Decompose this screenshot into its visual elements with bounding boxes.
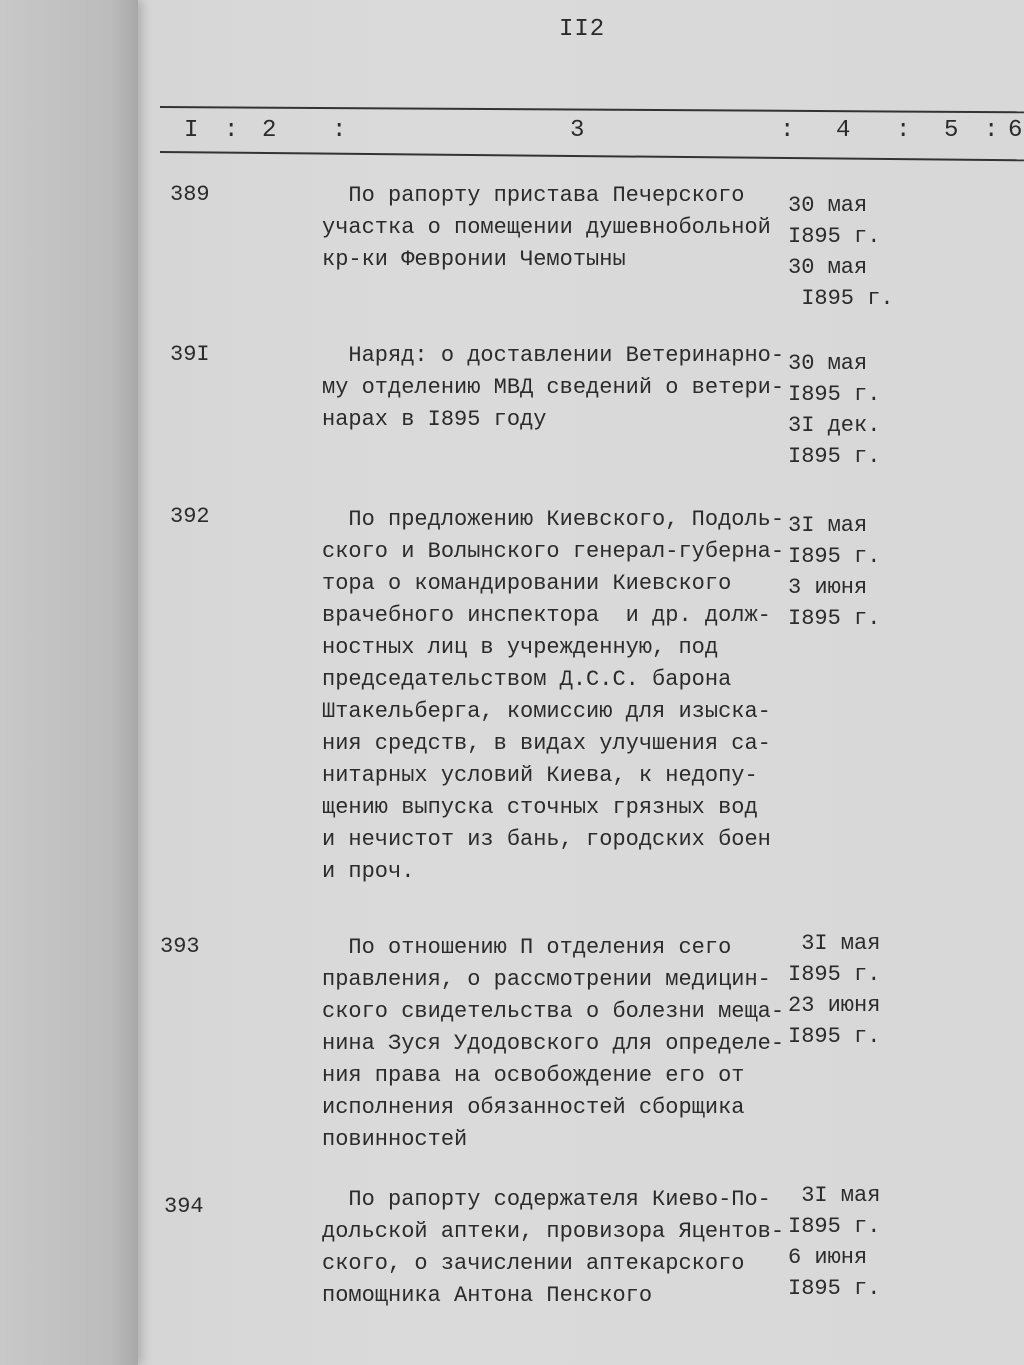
entry-dates: 30 мая I895 г. 30 мая I895 г. [788,193,894,311]
page-number: II2 [559,16,606,43]
entry-description: По рапорту содержателя Киево-По- дольской аптеки, провизора Яцентов- ского, о зачислении аптекарского помощника Антона Пенского [322,1187,785,1308]
header-col-2: 2 [262,116,277,144]
header-bottom-rule [160,151,1024,161]
entry-number: 392 [170,504,210,529]
facing-page-edge [0,0,138,1365]
entry-description: По отношению П отделения сего правления, о рассмотрении медицин- ского свидетельства о болезни меща- нина Зуся Удодовского для определе- ния права на освобождение его от исполнения обязанностей сборщика повинностей [322,935,785,1152]
header-separator: : [896,116,911,144]
entry-dates: 30 мая I895 г. 3I дек. I895 г. [788,351,881,469]
entry-dates: 3I мая I895 г. 6 июня I895 г. [788,1183,881,1301]
header-separator: : [780,116,795,144]
header-col-6: 6 [1008,116,1023,144]
entry-number: 393 [160,934,200,959]
entry-description: Наряд: о доставлении Ветеринарно- му отделению МВД сведений о ветери- нарах в I895 году [322,343,785,432]
entry-number: 389 [170,182,210,207]
entry-description: По предложению Киевского, Подоль- ского и Волынского генерал-губерна- тора о командировании Киевского врачебного инспектора и др. долж- ностных лиц в учрежденную, под председательством Д.С.С. барона Штакельберга, комиссию для изыска- ния средств, в видах улучшения са- нитарных условий Киева, к недопу- щению выпуска сточных грязных вод и нечистот из бань, городских боен и проч. [322,507,785,884]
entry-number: 394 [164,1194,204,1219]
entry-dates: 3I мая I895 г. 3 июня I895 г. [788,513,881,631]
column-header-row [0,112,1024,148]
header-separator: : [224,116,239,144]
header-col-5: 5 [944,116,959,144]
entry-description: По рапорту пристава Печерского участка о помещении душевнобольной кр-ки Февронии Чемотыны [322,183,771,272]
entry-number: 39I [170,342,210,367]
header-col-4: 4 [836,116,851,144]
header-col-3: 3 [570,116,585,144]
header-col-1: I [184,116,199,144]
entry-dates: 3I мая I895 г. 23 июня I895 г. [788,931,881,1049]
header-separator: : [332,116,347,144]
header-separator: : [984,116,999,144]
